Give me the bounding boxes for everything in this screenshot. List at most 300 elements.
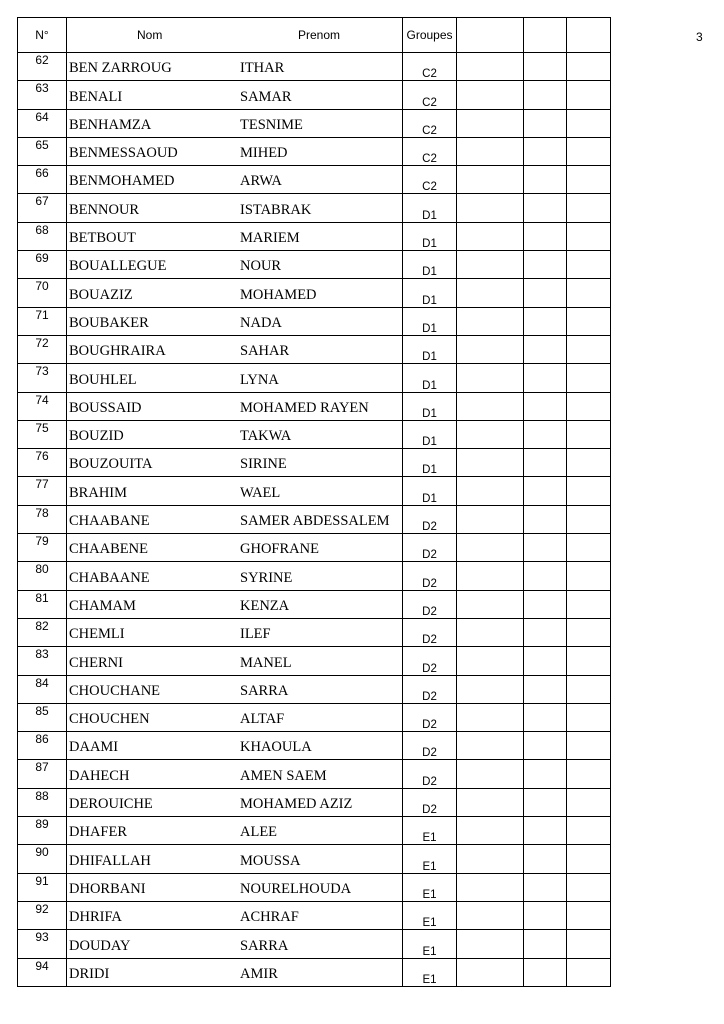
table-row — [18, 562, 611, 590]
blank-cell — [524, 534, 567, 562]
name-cell — [67, 392, 403, 420]
table-row — [18, 166, 611, 194]
student-nom: CHERNI — [69, 654, 123, 671]
student-groupe: E1 — [403, 845, 457, 873]
table-row — [18, 930, 611, 958]
row-number: 80 — [18, 562, 67, 590]
blank-cell — [524, 958, 567, 986]
blank-cell — [524, 930, 567, 958]
student-groupe: D1 — [403, 420, 457, 448]
student-groupe: D1 — [403, 335, 457, 363]
blank-cell — [524, 505, 567, 533]
student-nom: CHEMLI — [69, 626, 125, 643]
student-prenom: TESNIME — [240, 116, 303, 133]
table-body — [18, 53, 611, 987]
row-number: 66 — [18, 166, 67, 194]
blank-cell — [524, 53, 567, 81]
row-number: 86 — [18, 732, 67, 760]
blank-cell — [567, 81, 611, 109]
name-cell — [67, 81, 403, 109]
table-row — [18, 222, 611, 250]
blank-cell — [524, 81, 567, 109]
blank-cell — [457, 420, 524, 448]
blank-cell — [457, 873, 524, 901]
row-number: 70 — [18, 279, 67, 307]
student-groupe: D1 — [403, 392, 457, 420]
blank-cell — [457, 675, 524, 703]
blank-cell — [567, 618, 611, 646]
page-number: 3 — [696, 30, 703, 44]
blank-cell — [524, 590, 567, 618]
student-groupe: D2 — [403, 647, 457, 675]
student-groupe: E1 — [403, 958, 457, 986]
blank-cell — [457, 194, 524, 222]
student-nom: BRAHIM — [69, 484, 128, 501]
student-groupe: E1 — [403, 873, 457, 901]
student-nom: CHOUCHEN — [69, 711, 150, 728]
blank-cell — [457, 449, 524, 477]
blank-cell — [524, 449, 567, 477]
row-number: 75 — [18, 420, 67, 448]
blank-cell — [524, 109, 567, 137]
name-cell — [67, 873, 403, 901]
table-row — [18, 392, 611, 420]
blank-cell — [567, 137, 611, 165]
table-row — [18, 279, 611, 307]
student-groupe: D1 — [403, 222, 457, 250]
table-row — [18, 647, 611, 675]
blank-header-cell — [524, 18, 567, 53]
student-groupe: E1 — [403, 930, 457, 958]
row-number: 76 — [18, 449, 67, 477]
blank-cell — [567, 279, 611, 307]
blank-cell — [567, 307, 611, 335]
student-prenom: ALTAF — [240, 711, 285, 728]
student-roster-table — [17, 17, 611, 987]
student-nom: BOUGHRAIRA — [69, 343, 166, 360]
blank-cell — [524, 873, 567, 901]
table-row — [18, 420, 611, 448]
student-nom: DHAFER — [69, 824, 128, 841]
student-groupe: D1 — [403, 449, 457, 477]
blank-cell — [567, 647, 611, 675]
blank-cell — [567, 109, 611, 137]
student-groupe: D2 — [403, 760, 457, 788]
row-number: 77 — [18, 477, 67, 505]
blank-cell — [457, 845, 524, 873]
blank-cell — [457, 505, 524, 533]
table-row — [18, 477, 611, 505]
row-number: 82 — [18, 618, 67, 646]
blank-cell — [524, 675, 567, 703]
blank-cell — [567, 930, 611, 958]
blank-cell — [524, 760, 567, 788]
blank-cell — [567, 760, 611, 788]
table-row — [18, 901, 611, 929]
student-nom: DEROUICHE — [69, 796, 153, 813]
blank-cell — [457, 279, 524, 307]
blank-cell — [567, 449, 611, 477]
student-groupe: D1 — [403, 194, 457, 222]
header-prenom: Prenom — [298, 28, 341, 42]
student-prenom: AMIR — [240, 965, 278, 982]
student-nom: BENHAMZA — [69, 116, 152, 133]
blank-cell — [457, 109, 524, 137]
blank-cell — [567, 534, 611, 562]
blank-cell — [524, 477, 567, 505]
table-row — [18, 307, 611, 335]
student-groupe: D2 — [403, 788, 457, 816]
table-row — [18, 53, 611, 81]
name-cell — [67, 477, 403, 505]
blank-cell — [524, 335, 567, 363]
blank-cell — [567, 166, 611, 194]
name-cell — [67, 279, 403, 307]
student-prenom: SAMER ABDESSALEM — [240, 513, 390, 530]
blank-cell — [457, 251, 524, 279]
name-cell — [67, 930, 403, 958]
blank-cell — [567, 958, 611, 986]
row-number: 93 — [18, 930, 67, 958]
row-number: 79 — [18, 534, 67, 562]
student-groupe: D2 — [403, 590, 457, 618]
student-nom: DHRIFA — [69, 909, 122, 926]
student-groupe: D2 — [403, 534, 457, 562]
student-nom: CHAABANE — [69, 513, 150, 530]
student-nom: BETBOUT — [69, 230, 136, 247]
student-prenom: KENZA — [240, 597, 290, 614]
name-cell — [67, 251, 403, 279]
student-nom: BOUAZIZ — [69, 286, 133, 303]
student-groupe: C2 — [403, 166, 457, 194]
name-cell — [67, 307, 403, 335]
blank-cell — [567, 364, 611, 392]
student-groupe: D1 — [403, 364, 457, 392]
blank-cell — [567, 505, 611, 533]
blank-cell — [524, 562, 567, 590]
blank-cell — [457, 901, 524, 929]
blank-cell — [567, 53, 611, 81]
row-number: 64 — [18, 109, 67, 137]
blank-cell — [457, 53, 524, 81]
blank-cell — [457, 222, 524, 250]
blank-header-cell — [457, 18, 524, 53]
row-number: 78 — [18, 505, 67, 533]
student-groupe: C2 — [403, 109, 457, 137]
name-cell — [67, 222, 403, 250]
student-groupe: D1 — [403, 477, 457, 505]
table-row — [18, 335, 611, 363]
student-nom: BOUZID — [69, 428, 124, 445]
student-groupe: D1 — [403, 279, 457, 307]
name-cell — [67, 760, 403, 788]
blank-cell — [457, 137, 524, 165]
blank-cell — [457, 335, 524, 363]
blank-cell — [524, 251, 567, 279]
row-number: 87 — [18, 760, 67, 788]
header-nom-prenom — [67, 18, 403, 53]
table-row — [18, 732, 611, 760]
student-groupe: E1 — [403, 817, 457, 845]
student-prenom: AMEN SAEM — [240, 767, 327, 784]
student-nom: BOUSSAID — [69, 399, 142, 416]
student-groupe: E1 — [403, 901, 457, 929]
blank-cell — [567, 845, 611, 873]
student-prenom: NOUR — [240, 258, 282, 275]
student-groupe: C2 — [403, 81, 457, 109]
table-header-row — [18, 18, 611, 53]
blank-cell — [567, 194, 611, 222]
student-groupe: D2 — [403, 505, 457, 533]
student-nom: BOUHLEL — [69, 371, 137, 388]
row-number: 63 — [18, 81, 67, 109]
student-groupe: D2 — [403, 562, 457, 590]
student-prenom: MOHAMED RAYEN — [240, 399, 369, 416]
blank-cell — [524, 222, 567, 250]
name-cell — [67, 194, 403, 222]
blank-cell — [457, 477, 524, 505]
row-number: 91 — [18, 873, 67, 901]
blank-cell — [524, 817, 567, 845]
blank-cell — [567, 675, 611, 703]
name-cell — [67, 534, 403, 562]
name-cell — [67, 505, 403, 533]
blank-cell — [457, 788, 524, 816]
blank-cell — [567, 251, 611, 279]
name-cell — [67, 732, 403, 760]
blank-cell — [524, 420, 567, 448]
student-nom: DHORBANI — [69, 880, 146, 897]
student-nom: DRIDI — [69, 965, 110, 982]
name-cell — [67, 901, 403, 929]
blank-cell — [567, 562, 611, 590]
table-row — [18, 449, 611, 477]
name-cell — [67, 364, 403, 392]
table-row — [18, 958, 611, 986]
blank-cell — [567, 222, 611, 250]
student-groupe: D2 — [403, 732, 457, 760]
name-cell — [67, 562, 403, 590]
table-row — [18, 251, 611, 279]
blank-cell — [457, 817, 524, 845]
student-prenom: NADA — [240, 314, 282, 331]
row-number: 62 — [18, 53, 67, 81]
blank-cell — [524, 845, 567, 873]
blank-cell — [457, 760, 524, 788]
student-prenom: ITHAR — [240, 60, 285, 77]
name-cell — [67, 449, 403, 477]
name-cell — [67, 590, 403, 618]
blank-cell — [457, 647, 524, 675]
blank-cell — [457, 392, 524, 420]
table-row — [18, 505, 611, 533]
blank-cell — [567, 335, 611, 363]
blank-cell — [457, 307, 524, 335]
table-row — [18, 109, 611, 137]
student-nom: DAHECH — [69, 767, 130, 784]
name-cell — [67, 618, 403, 646]
row-number: 67 — [18, 194, 67, 222]
blank-cell — [524, 307, 567, 335]
student-prenom: SARRA — [240, 682, 289, 699]
name-cell — [67, 675, 403, 703]
row-number: 71 — [18, 307, 67, 335]
blank-cell — [524, 194, 567, 222]
student-prenom: ISTABRAK — [240, 201, 312, 218]
blank-cell — [457, 618, 524, 646]
blank-header-cell — [567, 18, 611, 53]
table-row — [18, 845, 611, 873]
student-nom: CHOUCHANE — [69, 682, 161, 699]
student-groupe: D2 — [403, 703, 457, 731]
student-nom: BOUZOUITA — [69, 456, 153, 473]
header-num: N° — [18, 18, 67, 53]
table-row — [18, 618, 611, 646]
row-number: 88 — [18, 788, 67, 816]
student-nom: BEN ZARROUG — [69, 60, 172, 77]
student-prenom: SYRINE — [240, 569, 293, 586]
student-prenom: LYNA — [240, 371, 279, 388]
student-groupe: C2 — [403, 137, 457, 165]
student-nom: DOUDAY — [69, 937, 131, 954]
blank-cell — [524, 901, 567, 929]
row-number: 85 — [18, 703, 67, 731]
name-cell — [67, 703, 403, 731]
student-prenom: ARWA — [240, 173, 282, 190]
name-cell — [67, 817, 403, 845]
student-prenom: MOHAMED AZIZ — [240, 796, 353, 813]
blank-cell — [567, 392, 611, 420]
blank-cell — [567, 590, 611, 618]
row-number: 73 — [18, 364, 67, 392]
blank-cell — [567, 817, 611, 845]
name-cell — [67, 109, 403, 137]
blank-cell — [457, 958, 524, 986]
table-row — [18, 364, 611, 392]
student-groupe: D2 — [403, 618, 457, 646]
blank-cell — [567, 732, 611, 760]
blank-cell — [524, 364, 567, 392]
blank-cell — [457, 703, 524, 731]
blank-cell — [457, 364, 524, 392]
name-cell — [67, 137, 403, 165]
student-prenom: ACHRAF — [240, 909, 299, 926]
student-prenom: WAEL — [240, 484, 281, 501]
student-prenom: SAMAR — [240, 88, 292, 105]
row-number: 68 — [18, 222, 67, 250]
header-nom: Nom — [137, 28, 163, 42]
row-number: 81 — [18, 590, 67, 618]
blank-cell — [457, 732, 524, 760]
table-row — [18, 137, 611, 165]
row-number: 72 — [18, 335, 67, 363]
student-groupe: D2 — [403, 675, 457, 703]
blank-cell — [457, 562, 524, 590]
blank-cell — [524, 732, 567, 760]
student-prenom: MOUSSA — [240, 852, 301, 869]
table-row — [18, 590, 611, 618]
student-nom: CHAABENE — [69, 541, 148, 558]
row-number: 84 — [18, 675, 67, 703]
student-nom: CHAMAM — [69, 597, 136, 614]
student-prenom: SIRINE — [240, 456, 287, 473]
name-cell — [67, 53, 403, 81]
name-cell — [67, 647, 403, 675]
table-row — [18, 675, 611, 703]
name-cell — [67, 845, 403, 873]
name-cell — [67, 335, 403, 363]
student-prenom: ALEE — [240, 824, 278, 841]
table-row — [18, 194, 611, 222]
student-prenom: KHAOULA — [240, 739, 312, 756]
table-row — [18, 788, 611, 816]
blank-cell — [524, 279, 567, 307]
row-number: 74 — [18, 392, 67, 420]
student-nom: BENNOUR — [69, 201, 140, 218]
blank-cell — [457, 81, 524, 109]
blank-cell — [567, 901, 611, 929]
header-groupes: Groupes — [403, 18, 457, 53]
student-prenom: ILEF — [240, 626, 271, 643]
name-cell — [67, 166, 403, 194]
row-number: 92 — [18, 901, 67, 929]
table-row — [18, 760, 611, 788]
blank-cell — [524, 137, 567, 165]
student-nom: CHABAANE — [69, 569, 150, 586]
table-row — [18, 534, 611, 562]
student-prenom: GHOFRANE — [240, 541, 319, 558]
student-prenom: TAKWA — [240, 428, 292, 445]
student-groupe: D1 — [403, 307, 457, 335]
student-prenom: SARRA — [240, 937, 289, 954]
blank-cell — [567, 788, 611, 816]
student-groupe: D1 — [403, 251, 457, 279]
student-nom: BENALI — [69, 88, 123, 105]
blank-cell — [567, 873, 611, 901]
student-prenom: MARIEM — [240, 230, 300, 247]
row-number: 90 — [18, 845, 67, 873]
table-row — [18, 81, 611, 109]
row-number: 69 — [18, 251, 67, 279]
table-row — [18, 703, 611, 731]
student-nom: DHIFALLAH — [69, 852, 151, 869]
blank-cell — [567, 477, 611, 505]
blank-cell — [567, 703, 611, 731]
student-nom: BENMESSAOUD — [69, 145, 178, 162]
student-prenom: MOHAMED — [240, 286, 317, 303]
blank-cell — [457, 534, 524, 562]
blank-cell — [524, 392, 567, 420]
name-cell — [67, 958, 403, 986]
student-nom: DAAMI — [69, 739, 119, 756]
blank-cell — [567, 420, 611, 448]
blank-cell — [524, 166, 567, 194]
student-prenom: MIHED — [240, 145, 288, 162]
student-nom: BOUALLEGUE — [69, 258, 167, 275]
blank-cell — [524, 618, 567, 646]
student-nom: BOUBAKER — [69, 314, 149, 331]
row-number: 94 — [18, 958, 67, 986]
blank-cell — [457, 590, 524, 618]
blank-cell — [524, 647, 567, 675]
student-prenom: SAHAR — [240, 343, 290, 360]
student-prenom: MANEL — [240, 654, 292, 671]
blank-cell — [457, 930, 524, 958]
table-row — [18, 873, 611, 901]
name-cell — [67, 788, 403, 816]
row-number: 83 — [18, 647, 67, 675]
student-prenom: NOURELHOUDA — [240, 880, 352, 897]
